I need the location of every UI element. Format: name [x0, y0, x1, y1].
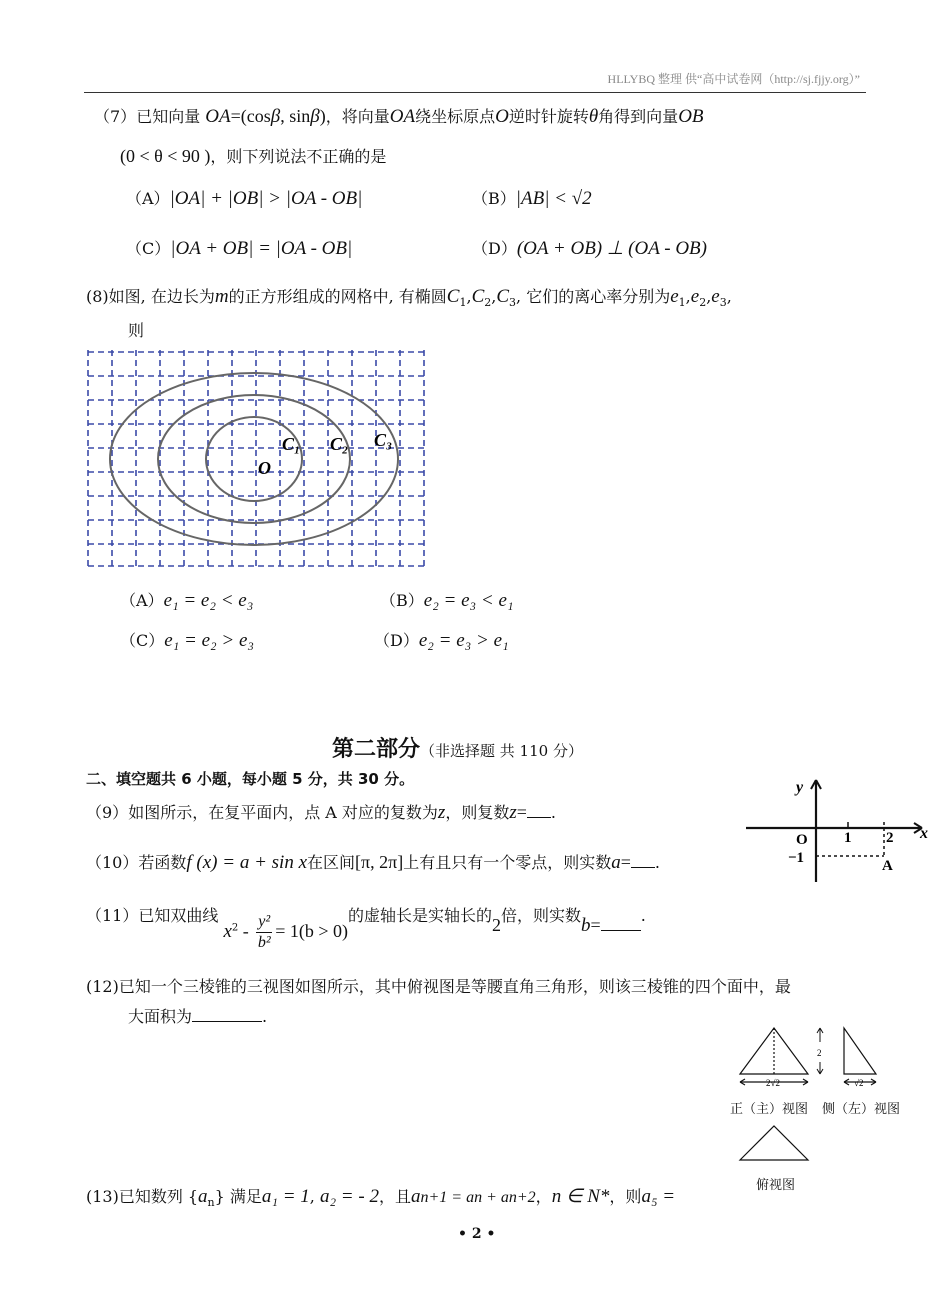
- q11-fraction: [256, 914, 272, 951]
- q7-option-b: [472, 186, 592, 210]
- q13-a5: a₅ =: [641, 1186, 676, 1207]
- tick-neg1-label: −1: [788, 850, 805, 866]
- q8-e3-sub: 3: [719, 296, 727, 310]
- q7-option-c-label: （C）: [126, 239, 171, 258]
- q10-text-b: 在区间: [307, 853, 356, 872]
- section-heading: 二、填空题共 6 小题，每小题 5 分，共 30 分。: [86, 770, 415, 788]
- q7-option-a: [126, 186, 362, 210]
- q7-o: O: [495, 106, 509, 127]
- q8-option-b-label: （B）: [380, 591, 424, 610]
- page-header: HLLYBQ 整理 供“高中试卷网（http://sj.fjjy.org）”: [607, 72, 860, 86]
- q12-line1: [86, 974, 791, 997]
- q7-option-d-expr: (OA + OB) ⊥ (OA - OB): [516, 238, 707, 259]
- q12-text-b: 大面积为: [128, 1007, 193, 1026]
- header-divider: [84, 92, 866, 93]
- q9-answer-blank: [527, 817, 551, 818]
- front-view-label: 正（主）视图: [730, 1102, 809, 1117]
- q13-rec: a: [410, 1186, 421, 1207]
- q8-option-d-label: （D）: [374, 631, 419, 650]
- q12-end: .: [262, 1007, 268, 1026]
- q10-text-a: 若函数: [138, 853, 187, 872]
- q10-eq: =: [620, 852, 631, 872]
- q9-complex-plane: [744, 776, 934, 886]
- top-view: [740, 1126, 808, 1160]
- q7-line2: [120, 144, 386, 167]
- q7-text-a: 已知向量: [136, 107, 201, 126]
- tick-1-label: 1: [844, 830, 852, 846]
- q8-c3: C: [496, 286, 510, 307]
- q11-frac-num: y²: [256, 914, 272, 933]
- grid-lines: [88, 350, 426, 568]
- q7-beta-2: β: [310, 106, 320, 127]
- q8-option-a-expr: e₁ = e₂ < e₃: [163, 590, 254, 611]
- q8-option-a-label: （A）: [120, 591, 164, 610]
- q7-text-d: 逆时针旋转: [508, 107, 589, 126]
- origin-label: O: [258, 458, 271, 478]
- q13-rec-expr: n+1 = an + an+2: [420, 1189, 536, 1206]
- q8-then: 则: [128, 321, 145, 340]
- q7-text-line2: ，则下列说法不正确的是: [210, 147, 387, 166]
- q8-number: (8): [86, 287, 109, 306]
- q13-seq-sub: n: [207, 1196, 215, 1210]
- q8-option-d-expr: e₂ = e₃ > e₁: [418, 630, 509, 651]
- part2-title: 第二部分: [332, 737, 421, 762]
- q8-option-b-expr: e₂ = e₃ < e₁: [423, 590, 514, 611]
- q11-rhs: = 1(b > 0): [275, 921, 348, 941]
- q10-fx: f (x) = a + sin x: [186, 852, 308, 873]
- q7-option-d-label: （D）: [472, 239, 517, 258]
- q9-eq: =: [516, 802, 527, 822]
- q8-option-a: [120, 588, 253, 612]
- q7-vec-oa-2: OA: [389, 106, 416, 127]
- origin-label: O: [796, 832, 808, 848]
- q7-option-a-expr: |OA| + |OB| > |OA - OB|: [169, 188, 363, 209]
- q7-range: (0 < θ < 90 ): [120, 146, 211, 166]
- q8-c1: C: [446, 286, 460, 307]
- q7-number: （7）: [94, 107, 137, 126]
- q8-e3: e: [711, 286, 720, 307]
- q11-number: （11）: [86, 906, 139, 925]
- q8-c2: C: [471, 286, 485, 307]
- q11-x2: x: [223, 921, 232, 942]
- ellipse-c1: [206, 417, 302, 501]
- q12-number: (12): [86, 977, 119, 996]
- q9-number: （9）: [86, 803, 129, 822]
- side-view: [844, 1028, 876, 1085]
- q7-option-b-label: （B）: [472, 189, 516, 208]
- q8-c3-sub: 3: [509, 296, 517, 310]
- q8-e1-sub: 1: [678, 296, 686, 310]
- q8-e2: e: [690, 286, 700, 307]
- page-number: • 2 •: [458, 1226, 496, 1242]
- q10-a: a: [611, 852, 621, 873]
- q8-option-c-label: （C）: [120, 631, 165, 650]
- q12-text-a: 已知一个三棱锥的三视图如图所示，其中俯视图是等腰直角三角形，则该三棱锥的四个面中，最: [118, 977, 791, 996]
- q9-text-a: 如图所示，在复平面内，点 A 对应的复数为: [128, 803, 438, 822]
- q9-end: .: [550, 803, 556, 822]
- part2-subtitle: （非选择题 共 110 分）: [420, 742, 583, 760]
- q12-line2: [128, 1004, 267, 1027]
- top-view-label: 俯视图: [756, 1178, 796, 1193]
- q7-option-b-expr: |AB| < √2: [515, 188, 592, 209]
- q7-vec-ob: OB: [678, 106, 704, 127]
- q10-end: .: [654, 853, 660, 872]
- q8-option-c-expr: e₁ = e₂ > e₃: [164, 630, 255, 651]
- q13-a1: a₁ = 1: [261, 1186, 310, 1207]
- side-view-label: 侧（左）视图: [822, 1102, 901, 1117]
- q10-interval: [π, 2π]: [355, 852, 404, 872]
- front-view: [740, 1028, 808, 1085]
- q7-eq-cos: =(cos: [230, 106, 271, 126]
- q7-option-d: [472, 236, 707, 260]
- ellipse-c2: [158, 395, 350, 523]
- tick-2-label: 2: [886, 830, 894, 846]
- q8-option-d: [374, 628, 509, 652]
- height-dim-label: 2: [817, 1048, 822, 1058]
- q7-beta: β: [270, 106, 281, 127]
- q11-text-a: 已知双曲线: [138, 906, 219, 925]
- q13-text-a: 已知数列: [118, 1187, 183, 1206]
- q7-close: ): [319, 106, 326, 126]
- q8-ellipse-figure: [86, 348, 428, 570]
- q8-text-b: 的正方形组成的网格中, 有椭圆: [228, 287, 447, 306]
- q10-line: [86, 850, 660, 874]
- part2-heading: [332, 732, 583, 763]
- q7-text-c: 绕坐标原点: [415, 107, 496, 126]
- q13-n-in: n ∈ N*: [551, 1186, 610, 1207]
- q11-line: （11）已知双曲线 $x^2$ - $\frac{\text{y²}}{\text{b²}}$ = 1(b > 0)的虚轴长是实轴长的2倍，则实数b= .: [86, 906, 646, 951]
- q7-text-b: ，将向量: [325, 107, 390, 126]
- q7-line1: [94, 104, 704, 128]
- q13-line: (13)已知数列 $\{a_n\}$ 满足a₁ = 1, a₂ = - 2，且an+1 = an + an+2，n ∈ N*，则a₅ =: [86, 1186, 676, 1210]
- q10-text-c: 上有且只有一个零点，则实数: [403, 853, 612, 872]
- q7-sin: , sin: [280, 106, 311, 126]
- q11-answer-blank: [601, 930, 641, 931]
- q8-e1: e: [670, 286, 679, 307]
- q10-answer-blank: [631, 867, 655, 868]
- q13-text-d: ，则: [609, 1187, 642, 1206]
- q7-option-c-expr: |OA + OB| = |OA - OB|: [170, 238, 353, 259]
- q7-option-a-label: （A）: [126, 189, 170, 208]
- y-axis-label: y: [796, 779, 804, 796]
- q11-eq: =: [590, 915, 601, 935]
- q9-text-b: ，则复数: [445, 803, 510, 822]
- q8-text-a: 如图, 在边长为: [108, 287, 215, 306]
- q13-number: (13): [86, 1187, 119, 1206]
- q7-vec-oa: OA: [205, 106, 231, 127]
- q8-option-c: [120, 628, 254, 652]
- q12-answer-blank: [192, 1021, 262, 1022]
- q13-seq: a: [198, 1186, 208, 1207]
- q7-text-e: 角得到向量: [598, 107, 679, 126]
- side-dim-label: √2: [854, 1078, 864, 1088]
- c1-label: C₁: [282, 434, 301, 454]
- q13-text-c: ，且: [378, 1187, 411, 1206]
- q8-option-b: [380, 588, 514, 612]
- q8-c2-sub: 2: [484, 296, 492, 310]
- q7-theta: θ: [588, 106, 599, 127]
- q11-end: .: [640, 906, 646, 925]
- q8-line1: (8)如图, 在边长为m的正方形组成的网格中, 有椭圆$C_1,C_2,C_3$, 它们的离心率分别为$e_1,e_2,e_3$,: [86, 286, 732, 310]
- q8-c1-sub: 1: [459, 296, 467, 310]
- q11-text-c: 倍，则实数: [501, 906, 582, 925]
- c2-label: C₂: [330, 434, 349, 454]
- q9-z: z: [437, 802, 446, 823]
- q8-m: m: [214, 286, 229, 307]
- point-a-label: A: [882, 858, 893, 874]
- x-axis-label: x: [920, 825, 928, 842]
- q9-z2: z: [509, 802, 517, 823]
- q10-number: （10）: [86, 853, 139, 872]
- q11-b: b: [581, 915, 591, 936]
- q11-two: 2: [492, 915, 502, 935]
- q13-text-b: 满足: [229, 1187, 262, 1206]
- q11-text-b: 的虚轴长是实轴长的: [348, 906, 493, 925]
- q8-text-c: , 它们的离心率分别为: [516, 287, 671, 306]
- q11-minus: -: [238, 921, 254, 941]
- q9-line: [86, 800, 556, 824]
- q13-a2: a₂ = - 2: [319, 1186, 379, 1207]
- q11-frac-den: b²: [257, 934, 271, 951]
- front-dim-label: 2√2: [766, 1078, 780, 1088]
- c3-label: C₃: [374, 430, 393, 450]
- q8-e2-sub: 2: [699, 296, 707, 310]
- q7-option-c: [126, 236, 352, 260]
